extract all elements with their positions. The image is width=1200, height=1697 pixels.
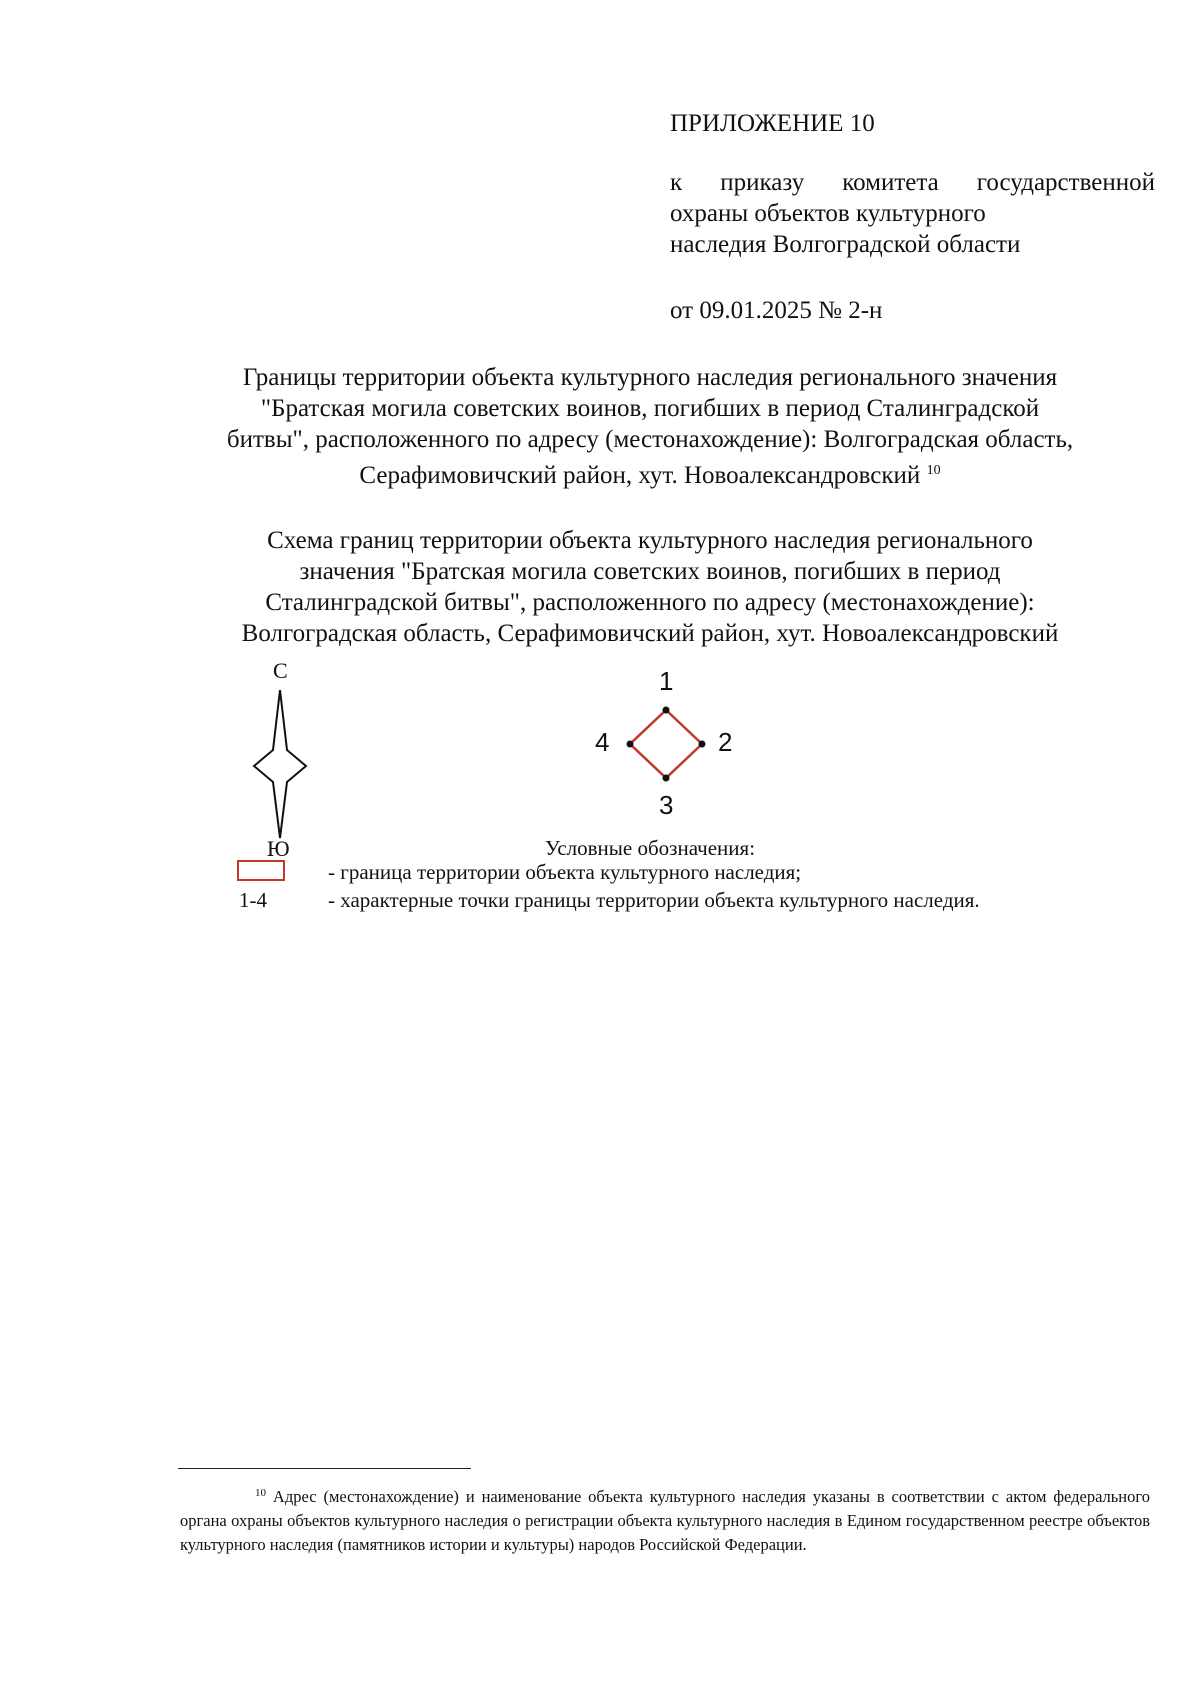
footnote-mark: 10 bbox=[255, 1487, 266, 1499]
order-date: от 09.01.2025 № 2-н bbox=[670, 297, 883, 324]
point-label-2: 2 bbox=[718, 727, 733, 757]
legend-title: Условные обозначения: bbox=[545, 836, 756, 860]
document-title bbox=[150, 362, 1150, 491]
footnote-divider bbox=[178, 1468, 471, 1469]
order-reference-word: государственной bbox=[976, 169, 1155, 196]
footnote bbox=[180, 1481, 1150, 1557]
document-title-line: битвы", расположенного по адресу (местонахождение): Волгоградская область, bbox=[226, 426, 1074, 453]
legend-boundary-swatch bbox=[237, 860, 285, 881]
scheme-title-line: значения "Братская могила советских воинов, погибших в период bbox=[299, 558, 1001, 585]
compass-north-label: С bbox=[273, 658, 288, 683]
order-reference-word: комитета bbox=[842, 169, 939, 196]
legend-points-text: - характерные точки границы территории объекта культурного наследия. bbox=[328, 888, 980, 912]
scheme-title bbox=[150, 525, 1150, 649]
footnote-reference: 10 bbox=[926, 463, 941, 478]
document-title-line bbox=[150, 455, 1150, 491]
document-title-line: Границы территории объекта культурного наследия регионального значения bbox=[242, 364, 1058, 391]
order-reference-line-1 bbox=[670, 167, 1155, 198]
boundary-polygon bbox=[630, 710, 702, 778]
order-reference-line-2: охраны объектов культурного bbox=[670, 200, 986, 227]
order-reference bbox=[670, 167, 1155, 260]
boundary-diagram bbox=[620, 700, 733, 790]
order-reference-word: приказу bbox=[720, 169, 805, 196]
point-label-4: 4 bbox=[595, 727, 610, 757]
legend-points-label: 1-4 bbox=[239, 888, 267, 912]
scheme-title-line: Сталинградской битвы", расположенного по адресу (местонахождение): bbox=[265, 589, 1035, 616]
point-label-1: 1 bbox=[659, 666, 674, 696]
boundary-point-1 bbox=[663, 707, 670, 714]
compass-south-label: Ю bbox=[267, 836, 290, 861]
scheme-title-line: Схема границ территории объекта культурного наследия регионального bbox=[267, 527, 1033, 554]
boundary-point-4 bbox=[627, 741, 634, 748]
footnote-text: Адрес (местонахождение) и наименование объекта культурного наследия указаны в соответствии с актом федерального органа охраны объектов культурного наследия о регистрации объекта культурного наследия в Едином государственном реестре объектов культурного наследия (памятников истории и культуры) народов Российской Федерации. bbox=[180, 1487, 1150, 1554]
order-reference-word: к bbox=[670, 169, 683, 196]
boundary-point-2 bbox=[699, 741, 706, 748]
order-reference-line-3: наследия Волгоградской области bbox=[670, 231, 1021, 258]
legend-boundary-text: - граница территории объекта культурного наследия; bbox=[328, 860, 802, 884]
north-arrow-icon bbox=[250, 690, 310, 840]
scheme-title-line: Волгоградская область, Серафимовичский район, хут. Новоалександровский bbox=[241, 620, 1059, 647]
document-title-line: "Братская могила советских воинов, погибших в период Сталинградской bbox=[260, 395, 1040, 422]
appendix-title: ПРИЛОЖЕНИЕ 10 bbox=[670, 110, 875, 137]
document-title-text: Серафимовичский район, хут. Новоалександровский bbox=[359, 462, 921, 489]
boundary-point-3 bbox=[663, 775, 670, 782]
point-label-3: 3 bbox=[659, 790, 674, 820]
